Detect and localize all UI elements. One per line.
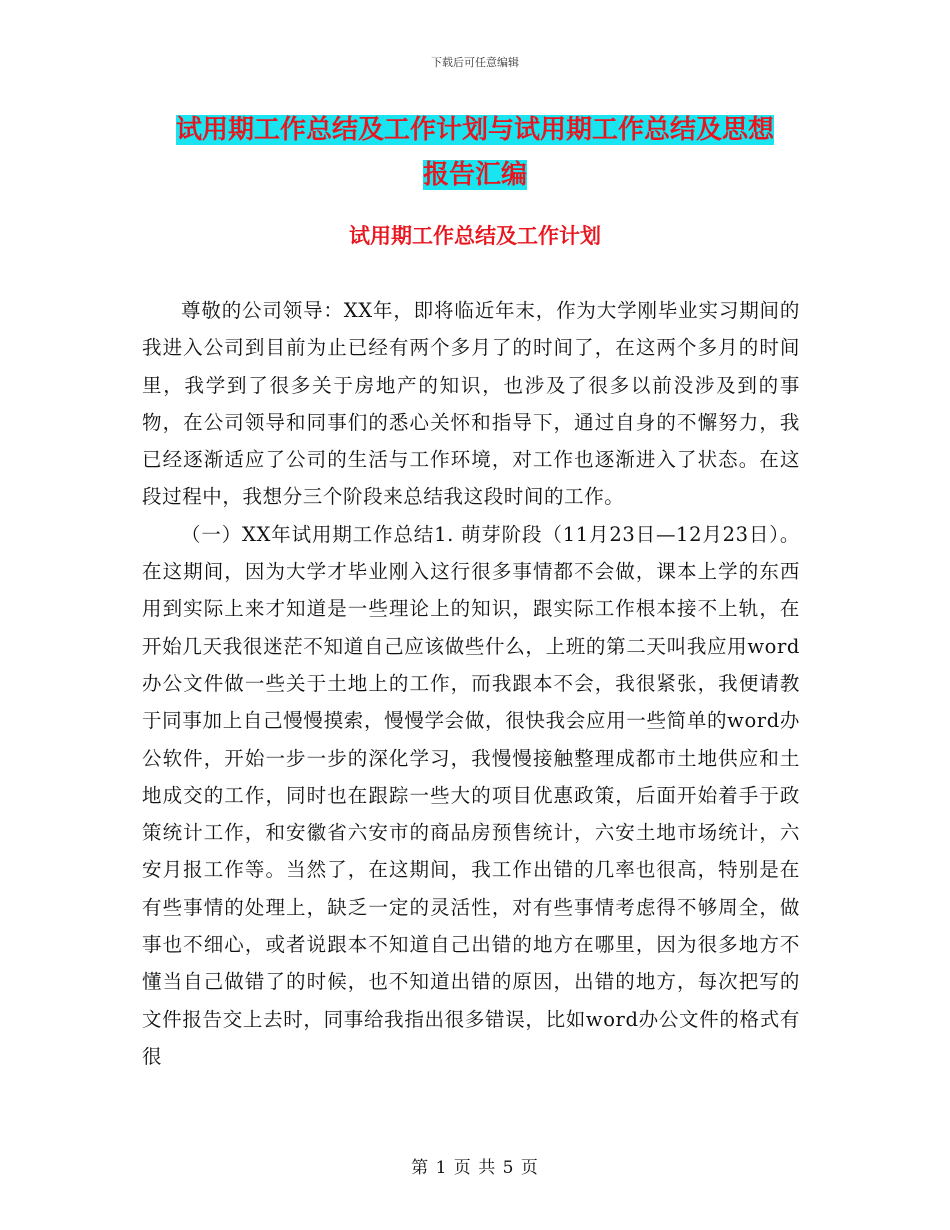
document-title-line-1: 试用期工作总结及工作计划与试用期工作总结及思想 — [175, 115, 774, 145]
page-header-note: 下载后可任意编辑 — [431, 56, 519, 69]
document-title — [0, 108, 950, 198]
body-paragraph: （一）XX年试用期工作总结1. 萌芽阶段（11月23日—12月23日）。在这期间，因为大学才毕业刚入这行很多事情都不会做，课本上学的东西用到实际上来才知道是一些理论上的知识，跟实际工作根本接不上轨，在开始几天我很迷茫不知道自己应该做些什么，上班的第二天叫我应用word办公文件做一些关于土地上的工作，而我跟本不会，我很紧张，我便请教于同事加上自己慢慢摸索，慢慢学会做，很快我会应用一些简单的word办公软件，开始一步一步的深化学习，我慢慢接触整理成都市土地供应和土地成交的工作，同时也在跟踪一些大的项目优惠政策，后面开始着手于政策统计工作，和安徽省六安市的商品房预售统计，六安土地市场统计，六安月报工作等。当然了，在这期间，我工作出错的几率也很高，特别是在有些事情的处理上，缺乏一定的灵活性，对有些事情考虑得不够周全，做事也不细心，或者说跟本不知道自己出错的地方在哪里，因为很多地方不懂当自己做错了的时候，也不知道出错的原因，出错的地方，每次把写的文件报告交上去时，同事给我指出很多错误，比如word办公文件的格式有很 — [142, 522, 800, 1068]
body-paragraph: 尊敬的公司领导：XX年，即将临近年末，作为大学刚毕业实习期间的我进入公司到目前为止已经有两个多月了的时间了，在这两个多月的时间里，我学到了很多关于房地产的知识，也涉及了很多以前没涉及到的事物，在公司领导和同事们的悉心关怀和指导下，通过自身的不懈努力，我已经逐渐适应了公司的生活与工作环境，对工作也逐渐进入了状态。在这段过程中，我想分三个阶段来总结我这段时间的工作。 — [142, 299, 800, 509]
section-title: 试用期工作总结及工作计划 — [349, 224, 601, 248]
document-body — [142, 292, 800, 1075]
document-title-line-2: 报告汇编 — [422, 160, 527, 190]
page-number-footer: 第 1 页 共 5 页 — [411, 1158, 539, 1178]
